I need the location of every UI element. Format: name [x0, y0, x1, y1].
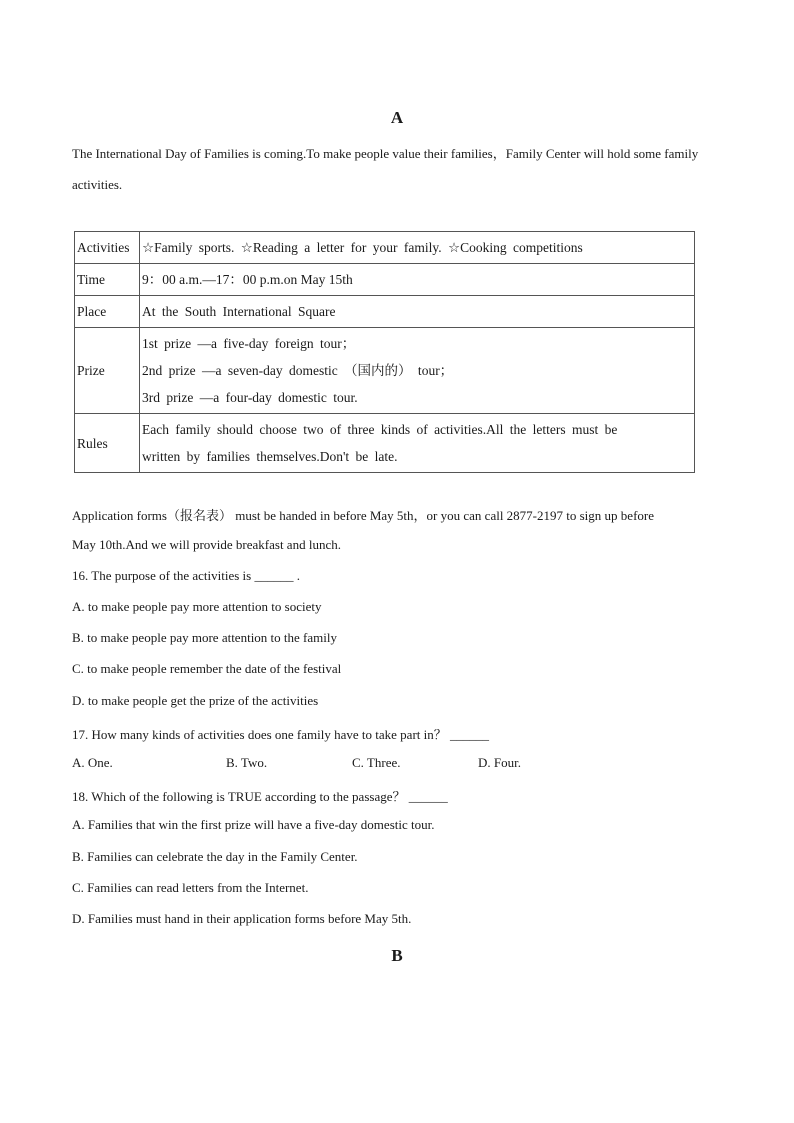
option-c: C. Three. — [352, 755, 401, 770]
rules-line-1: Each family should choose two of three kinds of activities.All the letters must be — [142, 422, 618, 437]
row-label-activities: Activities — [75, 232, 140, 264]
activities-line: ☆Family sports. ☆Reading a letter for your family. ☆Cooking competitions — [142, 240, 583, 255]
row-value-activities — [140, 232, 695, 264]
option-a: A. Families that win the first prize will have a five-day domestic tour. — [72, 817, 435, 832]
table-row-activities — [75, 232, 695, 264]
row-label-time: Time — [75, 264, 140, 296]
section-a-heading: A — [390, 108, 404, 127]
option-b: B. Families can celebrate the day in the Family Center. — [72, 849, 358, 864]
row-value-prize — [140, 328, 695, 414]
option-a: A. to make people pay more attention to society — [72, 599, 322, 614]
activity-info-table — [74, 231, 695, 473]
table-row-prize — [75, 328, 695, 414]
option-d: D. Families must hand in their application forms before May 5th. — [72, 911, 412, 926]
option-b: B. to make people pay more attention to the family — [72, 630, 337, 645]
time-line: 9：00 a.m.—17：00 p.m.on May 15th — [142, 272, 353, 287]
question-stem: 17. How many kinds of activities does one family have to take part in？ ______ — [72, 727, 489, 742]
option-c: C. to make people remember the date of the festival — [72, 661, 342, 676]
intro-paragraph: The International Day of Families is coming.To make people value their families，Family Center will hold some family activities. — [72, 146, 699, 192]
question-stem: 16. The purpose of the activities is ______ . — [72, 568, 300, 583]
row-label-place: Place — [75, 296, 140, 328]
option-c: C. Families can read letters from the Internet. — [72, 880, 309, 895]
table-row-time — [75, 264, 695, 296]
section-b-heading: B — [391, 946, 403, 965]
row-value-time — [140, 264, 695, 296]
prize-line-1: 1st prize —a five-day foreign tour； — [142, 336, 356, 351]
table-row-place — [75, 296, 695, 328]
row-value-rules — [140, 414, 695, 473]
place-line: At the South International Square — [142, 304, 336, 319]
prize-line-3: 3rd prize —a four-day domestic tour. — [142, 390, 358, 405]
application-note-line-2: May 10th.And we will provide breakfast and lunch. — [72, 537, 341, 552]
row-label-rules: Rules — [75, 414, 140, 473]
table-row-rules — [75, 414, 695, 473]
option-b: B. Two. — [226, 755, 268, 770]
question-stem: 18. Which of the following is TRUE according to the passage？ ______ — [72, 789, 448, 804]
row-label-prize: Prize — [75, 328, 140, 414]
option-a: A. One. — [72, 755, 113, 770]
rules-line-2: written by families themselves.Don't be late. — [142, 449, 398, 464]
option-d: D. to make people get the prize of the activities — [72, 693, 319, 708]
prize-line-2: 2nd prize —a seven-day domestic （国内的） tour； — [142, 363, 454, 378]
application-note-line-1: Application forms（报名表） must be handed in before May 5th，or you can call 2877-2197 to sign up before — [72, 508, 654, 523]
option-d: D. Four. — [478, 755, 521, 770]
row-value-place — [140, 296, 695, 328]
